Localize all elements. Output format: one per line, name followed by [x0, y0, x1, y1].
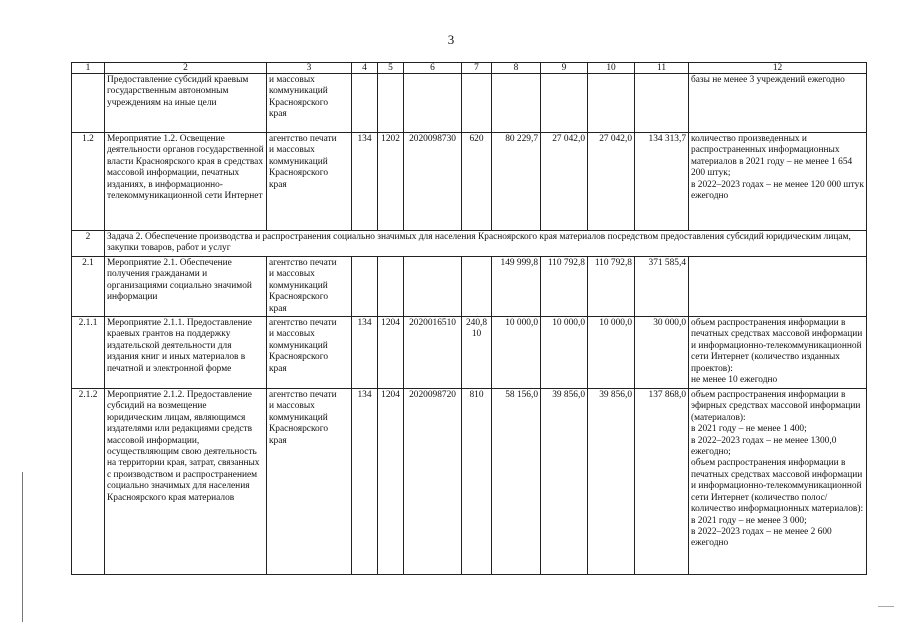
executor: агентство печати и массовых коммуникаций Красноярского края [267, 317, 352, 389]
header-cell: 4 [352, 63, 378, 74]
column-number-row [72, 63, 867, 74]
row-number: 1.2 [72, 133, 105, 231]
rzpr-code [378, 74, 404, 133]
executor: агентство печати и массовых коммуникаций Красноярского края [267, 133, 352, 231]
grbs-code: 134 [352, 317, 378, 389]
amount-2022: 110 792,8 [541, 257, 588, 317]
scan-mark [878, 606, 894, 607]
header-cell: 6 [404, 63, 462, 74]
amount-2021 [492, 74, 541, 133]
csr-code: 2020098720 [404, 389, 462, 575]
measure-name: Мероприятие 1.2. Освещение деятельности органов государственной власти Красноярского края в средствах массовой информации, печатных изданиях, в информационно-телекоммуникационной сети Интернет [105, 133, 267, 231]
row-number [72, 74, 105, 133]
amount-2023: 110 792,8 [588, 257, 635, 317]
header-cell: 1 [72, 63, 105, 74]
csr-code: 2020098730 [404, 133, 462, 231]
amount-total: 134 313,7 [635, 133, 689, 231]
expected-result: объем распространения информации в эфирных средствах массовой информации (материалов): в 2021 году – не менее 1 400; в 2022–2023 годах – не менее 1300,0 ежегодно; объем распространения информации в печатных средствах массовой информации и информационно-телекоммуникационной сети Интернет (количество полос/количество информационных материалов): в 2021 году – не менее 3 000; в 2022–2023 годах – не менее 2 600 ежегодно [689, 389, 867, 575]
table-row [72, 317, 867, 389]
measure-name: Мероприятие 2.1.1. Предоставление краевых грантов на поддержку издательской деятельности для издания книг и иных материалов в печатной и электронной форме [105, 317, 267, 389]
header-cell: 2 [105, 63, 267, 74]
expected-result: объем распространения информации в печатных средствах массовой информации и информационно-телекоммуникационной сети Интернет (количество изданных проектов): не менее 10 ежегодно [689, 317, 867, 389]
table-row [72, 74, 867, 133]
row-number: 2 [72, 231, 105, 257]
measure-name: Предоставление субсидий краевым государственным автономным учреждениям на иные цели [105, 74, 267, 133]
executor: агентство печати и массовых коммуникаций Красноярского края [267, 257, 352, 317]
csr-code [404, 257, 462, 317]
amount-2023: 10 000,0 [588, 317, 635, 389]
expected-result: количество произведенных и распространенных информационных материалов в 2021 году – не менее 1 654 200 штук; в 2022–2023 годах – не менее 120 000 штук ежегодно [689, 133, 867, 231]
rzpr-code [378, 257, 404, 317]
header-cell: 12 [689, 63, 867, 74]
grbs-code [352, 74, 378, 133]
measure-name: Мероприятие 2.1. Обеспечение получения гражданами и организациями социально значимой информации [105, 257, 267, 317]
header-cell: 11 [635, 63, 689, 74]
grbs-code: 134 [352, 389, 378, 575]
program-measures-table [71, 62, 867, 575]
table-row [72, 133, 867, 231]
rzpr-code: 1204 [378, 317, 404, 389]
task-description: Задача 2. Обеспечение производства и распространения социально значимых для населения Красноярского края материалов посредством предоставления субсидий юридическим лицам, закупки товаров, работ и услуг [105, 231, 867, 257]
amount-total: 30 000,0 [635, 317, 689, 389]
amount-2021: 149 999,8 [492, 257, 541, 317]
page-number: 3 [447, 32, 455, 47]
vr-code: 620 [462, 133, 492, 231]
row-number: 2.1.2 [72, 389, 105, 575]
vr-code [462, 257, 492, 317]
task-row [72, 231, 867, 257]
header-cell: 5 [378, 63, 404, 74]
amount-2021: 10 000,0 [492, 317, 541, 389]
table-row [72, 389, 867, 575]
header-cell: 3 [267, 63, 352, 74]
amount-2022: 10 000,0 [541, 317, 588, 389]
rzpr-code: 1202 [378, 133, 404, 231]
header-cell: 10 [588, 63, 635, 74]
amount-total: 371 585,4 [635, 257, 689, 317]
grbs-code [352, 257, 378, 317]
vr-code: 240,8 10 [462, 317, 492, 389]
csr-code [404, 74, 462, 133]
header-cell: 9 [541, 63, 588, 74]
amount-2022 [541, 74, 588, 133]
executor: агентство печати и массовых коммуникаций Красноярского края [267, 389, 352, 575]
executor: и массовых коммуникаций Красноярского края [267, 74, 352, 133]
vr-code: 810 [462, 389, 492, 575]
table-row [72, 257, 867, 317]
expected-result [689, 257, 867, 317]
csr-code: 2020016510 [404, 317, 462, 389]
measure-name: Мероприятие 2.1.2. Предоставление субсидий на возмещение юридическим лицам, являющимся издателями или редакциями средств массовой информации, осуществляющим свою деятельность на территории края, затрат, связанных с производством и распространением социально значимых для населения Красноярского края материалов [105, 389, 267, 575]
amount-2023: 39 856,0 [588, 389, 635, 575]
amount-total [635, 74, 689, 133]
amount-2022: 39 856,0 [541, 389, 588, 575]
rzpr-code: 1204 [378, 389, 404, 575]
header-cell: 7 [462, 63, 492, 74]
amount-2021: 80 229,7 [492, 133, 541, 231]
expected-result: базы не менее 3 учреждений ежегодно [689, 74, 867, 133]
amount-2023 [588, 74, 635, 133]
scan-margin-line [22, 472, 23, 622]
row-number: 2.1.1 [72, 317, 105, 389]
header-cell: 8 [492, 63, 541, 74]
amount-total: 137 868,0 [635, 389, 689, 575]
grbs-code: 134 [352, 133, 378, 231]
vr-code [462, 74, 492, 133]
amount-2023: 27 042,0 [588, 133, 635, 231]
amount-2021: 58 156,0 [492, 389, 541, 575]
amount-2022: 27 042,0 [541, 133, 588, 231]
row-number: 2.1 [72, 257, 105, 317]
